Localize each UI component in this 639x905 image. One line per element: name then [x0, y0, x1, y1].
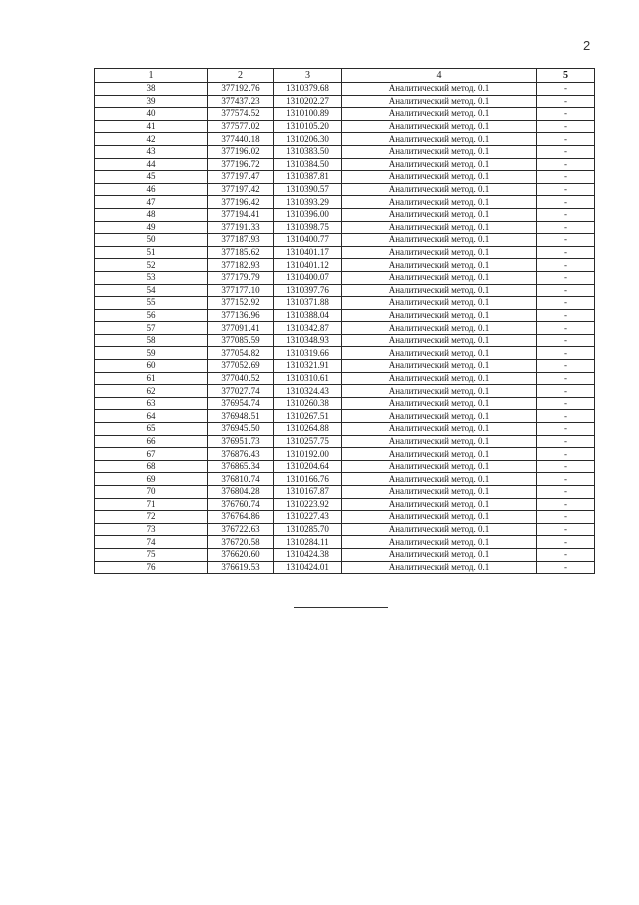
- cell-x-coordinate: 377185.62: [208, 246, 274, 259]
- cell-note: -: [537, 271, 595, 284]
- cell-point-number: 74: [95, 536, 208, 549]
- table-row: [95, 120, 595, 133]
- table-row: [95, 435, 595, 448]
- cell-y-coordinate: 1310401.12: [274, 259, 342, 272]
- cell-y-coordinate: 1310401.17: [274, 246, 342, 259]
- cell-method: Аналитический метод. 0.1: [342, 120, 537, 133]
- header-col-1: 1: [95, 69, 208, 83]
- table-row: [95, 221, 595, 234]
- table-row: [95, 284, 595, 297]
- cell-x-coordinate: 376810.74: [208, 473, 274, 486]
- cell-note: -: [537, 196, 595, 209]
- footer-divider: [294, 607, 388, 608]
- cell-y-coordinate: 1310202.27: [274, 95, 342, 108]
- cell-point-number: 43: [95, 145, 208, 158]
- cell-note: -: [537, 473, 595, 486]
- table-row: [95, 523, 595, 536]
- cell-note: -: [537, 133, 595, 146]
- cell-y-coordinate: 1310284.11: [274, 536, 342, 549]
- cell-note: -: [537, 108, 595, 121]
- page-number: 2: [583, 38, 591, 53]
- cell-x-coordinate: 377197.42: [208, 183, 274, 196]
- table-row: [95, 208, 595, 221]
- cell-point-number: 44: [95, 158, 208, 171]
- cell-y-coordinate: 1310324.43: [274, 385, 342, 398]
- cell-x-coordinate: 376876.43: [208, 448, 274, 461]
- cell-point-number: 41: [95, 120, 208, 133]
- cell-method: Аналитический метод. 0.1: [342, 246, 537, 259]
- cell-note: -: [537, 259, 595, 272]
- cell-method: Аналитический метод. 0.1: [342, 435, 537, 448]
- cell-note: -: [537, 385, 595, 398]
- cell-note: -: [537, 120, 595, 133]
- table-row: [95, 473, 595, 486]
- cell-x-coordinate: 376954.74: [208, 397, 274, 410]
- cell-note: -: [537, 435, 595, 448]
- cell-note: -: [537, 221, 595, 234]
- cell-x-coordinate: 377027.74: [208, 385, 274, 398]
- cell-y-coordinate: 1310397.76: [274, 284, 342, 297]
- cell-x-coordinate: 377091.41: [208, 322, 274, 335]
- header-col-2: 2: [208, 69, 274, 83]
- cell-method: Аналитический метод. 0.1: [342, 423, 537, 436]
- cell-note: -: [537, 297, 595, 310]
- cell-x-coordinate: 377136.96: [208, 309, 274, 322]
- cell-method: Аналитический метод. 0.1: [342, 561, 537, 574]
- cell-note: -: [537, 322, 595, 335]
- cell-x-coordinate: 377191.33: [208, 221, 274, 234]
- cell-method: Аналитический метод. 0.1: [342, 322, 537, 335]
- cell-x-coordinate: 377197.47: [208, 171, 274, 184]
- cell-y-coordinate: 1310260.38: [274, 397, 342, 410]
- table-row: [95, 511, 595, 524]
- cell-method: Аналитический метод. 0.1: [342, 171, 537, 184]
- cell-method: Аналитический метод. 0.1: [342, 108, 537, 121]
- cell-method: Аналитический метод. 0.1: [342, 498, 537, 511]
- cell-note: -: [537, 410, 595, 423]
- cell-x-coordinate: 377437.23: [208, 95, 274, 108]
- cell-y-coordinate: 1310264.88: [274, 423, 342, 436]
- cell-x-coordinate: 377040.52: [208, 372, 274, 385]
- cell-y-coordinate: 1310383.50: [274, 145, 342, 158]
- cell-x-coordinate: 377182.93: [208, 259, 274, 272]
- cell-point-number: 51: [95, 246, 208, 259]
- cell-x-coordinate: 377085.59: [208, 334, 274, 347]
- cell-point-number: 42: [95, 133, 208, 146]
- cell-x-coordinate: 377440.18: [208, 133, 274, 146]
- cell-point-number: 70: [95, 486, 208, 499]
- cell-y-coordinate: 1310398.75: [274, 221, 342, 234]
- cell-method: Аналитический метод. 0.1: [342, 347, 537, 360]
- cell-method: Аналитический метод. 0.1: [342, 284, 537, 297]
- table-header: [95, 69, 595, 83]
- cell-x-coordinate: 376619.53: [208, 561, 274, 574]
- cell-point-number: 45: [95, 171, 208, 184]
- cell-method: Аналитический метод. 0.1: [342, 523, 537, 536]
- cell-note: -: [537, 397, 595, 410]
- cell-method: Аналитический метод. 0.1: [342, 473, 537, 486]
- cell-point-number: 62: [95, 385, 208, 398]
- table-row: [95, 448, 595, 461]
- cell-note: -: [537, 95, 595, 108]
- cell-method: Аналитический метод. 0.1: [342, 385, 537, 398]
- cell-x-coordinate: 377196.02: [208, 145, 274, 158]
- table-row: [95, 385, 595, 398]
- cell-point-number: 60: [95, 360, 208, 373]
- cell-method: Аналитический метод. 0.1: [342, 133, 537, 146]
- table-row: [95, 360, 595, 373]
- cell-method: Аналитический метод. 0.1: [342, 548, 537, 561]
- table-row: [95, 536, 595, 549]
- cell-point-number: 50: [95, 234, 208, 247]
- cell-method: Аналитический метод. 0.1: [342, 158, 537, 171]
- header-col-4: 4: [342, 69, 537, 83]
- cell-y-coordinate: 1310342.87: [274, 322, 342, 335]
- cell-y-coordinate: 1310400.77: [274, 234, 342, 247]
- cell-y-coordinate: 1310379.68: [274, 83, 342, 96]
- cell-y-coordinate: 1310310.61: [274, 372, 342, 385]
- cell-y-coordinate: 1310192.00: [274, 448, 342, 461]
- cell-point-number: 39: [95, 95, 208, 108]
- cell-method: Аналитический метод. 0.1: [342, 410, 537, 423]
- cell-y-coordinate: 1310388.04: [274, 309, 342, 322]
- table-row: [95, 108, 595, 121]
- cell-note: -: [537, 83, 595, 96]
- cell-method: Аналитический метод. 0.1: [342, 234, 537, 247]
- cell-point-number: 73: [95, 523, 208, 536]
- cell-note: -: [537, 523, 595, 536]
- table-row: [95, 561, 595, 574]
- cell-note: -: [537, 360, 595, 373]
- cell-y-coordinate: 1310204.64: [274, 460, 342, 473]
- cell-note: -: [537, 460, 595, 473]
- table-row: [95, 133, 595, 146]
- cell-x-coordinate: 376720.58: [208, 536, 274, 549]
- cell-y-coordinate: 1310100.89: [274, 108, 342, 121]
- cell-note: -: [537, 234, 595, 247]
- cell-point-number: 56: [95, 309, 208, 322]
- table-row: [95, 498, 595, 511]
- cell-x-coordinate: 376620.60: [208, 548, 274, 561]
- cell-point-number: 71: [95, 498, 208, 511]
- cell-y-coordinate: 1310400.07: [274, 271, 342, 284]
- cell-note: -: [537, 347, 595, 360]
- cell-y-coordinate: 1310206.30: [274, 133, 342, 146]
- cell-method: Аналитический метод. 0.1: [342, 372, 537, 385]
- cell-note: -: [537, 448, 595, 461]
- cell-method: Аналитический метод. 0.1: [342, 448, 537, 461]
- cell-x-coordinate: 376804.28: [208, 486, 274, 499]
- cell-method: Аналитический метод. 0.1: [342, 221, 537, 234]
- cell-x-coordinate: 377052.69: [208, 360, 274, 373]
- table-row: [95, 196, 595, 209]
- table-row: [95, 423, 595, 436]
- cell-method: Аналитический метод. 0.1: [342, 183, 537, 196]
- cell-x-coordinate: 376945.50: [208, 423, 274, 436]
- table-row: [95, 246, 595, 259]
- cell-point-number: 46: [95, 183, 208, 196]
- table-row: [95, 95, 595, 108]
- table-row: [95, 297, 595, 310]
- cell-x-coordinate: 376948.51: [208, 410, 274, 423]
- cell-method: Аналитический метод. 0.1: [342, 360, 537, 373]
- cell-x-coordinate: 377574.52: [208, 108, 274, 121]
- cell-note: -: [537, 309, 595, 322]
- cell-y-coordinate: 1310285.70: [274, 523, 342, 536]
- cell-note: -: [537, 183, 595, 196]
- cell-note: -: [537, 498, 595, 511]
- cell-method: Аналитический метод. 0.1: [342, 95, 537, 108]
- cell-method: Аналитический метод. 0.1: [342, 309, 537, 322]
- cell-point-number: 59: [95, 347, 208, 360]
- cell-x-coordinate: 377196.42: [208, 196, 274, 209]
- cell-x-coordinate: 376951.73: [208, 435, 274, 448]
- cell-x-coordinate: 377192.76: [208, 83, 274, 96]
- cell-method: Аналитический метод. 0.1: [342, 83, 537, 96]
- header-col-5: 5: [537, 69, 595, 83]
- table-row: [95, 486, 595, 499]
- cell-point-number: 66: [95, 435, 208, 448]
- cell-x-coordinate: 377194.41: [208, 208, 274, 221]
- cell-point-number: 53: [95, 271, 208, 284]
- table-row: [95, 397, 595, 410]
- cell-point-number: 40: [95, 108, 208, 121]
- cell-y-coordinate: 1310267.51: [274, 410, 342, 423]
- cell-point-number: 47: [95, 196, 208, 209]
- cell-point-number: 61: [95, 372, 208, 385]
- cell-y-coordinate: 1310424.38: [274, 548, 342, 561]
- cell-y-coordinate: 1310390.57: [274, 183, 342, 196]
- cell-note: -: [537, 171, 595, 184]
- cell-method: Аналитический метод. 0.1: [342, 397, 537, 410]
- cell-x-coordinate: 377177.10: [208, 284, 274, 297]
- cell-x-coordinate: 377179.79: [208, 271, 274, 284]
- cell-point-number: 52: [95, 259, 208, 272]
- header-row: [95, 69, 595, 83]
- cell-method: Аналитический метод. 0.1: [342, 259, 537, 272]
- cell-x-coordinate: 376760.74: [208, 498, 274, 511]
- table-row: [95, 334, 595, 347]
- cell-point-number: 68: [95, 460, 208, 473]
- cell-point-number: 55: [95, 297, 208, 310]
- cell-y-coordinate: 1310105.20: [274, 120, 342, 133]
- cell-point-number: 67: [95, 448, 208, 461]
- table-row: [95, 171, 595, 184]
- cell-note: -: [537, 145, 595, 158]
- cell-note: -: [537, 334, 595, 347]
- cell-y-coordinate: 1310384.50: [274, 158, 342, 171]
- cell-method: Аналитический метод. 0.1: [342, 208, 537, 221]
- cell-point-number: 48: [95, 208, 208, 221]
- table-row: [95, 548, 595, 561]
- cell-x-coordinate: 377187.93: [208, 234, 274, 247]
- table-row: [95, 347, 595, 360]
- table-row: [95, 83, 595, 96]
- cell-y-coordinate: 1310371.88: [274, 297, 342, 310]
- table-row: [95, 234, 595, 247]
- table-row: [95, 271, 595, 284]
- cell-point-number: 38: [95, 83, 208, 96]
- cell-point-number: 65: [95, 423, 208, 436]
- cell-point-number: 49: [95, 221, 208, 234]
- cell-y-coordinate: 1310166.76: [274, 473, 342, 486]
- cell-point-number: 58: [95, 334, 208, 347]
- cell-x-coordinate: 377152.92: [208, 297, 274, 310]
- cell-note: -: [537, 284, 595, 297]
- cell-x-coordinate: 377054.82: [208, 347, 274, 360]
- cell-note: -: [537, 511, 595, 524]
- cell-method: Аналитический метод. 0.1: [342, 536, 537, 549]
- cell-method: Аналитический метод. 0.1: [342, 486, 537, 499]
- cell-method: Аналитический метод. 0.1: [342, 196, 537, 209]
- table-row: [95, 259, 595, 272]
- cell-note: -: [537, 372, 595, 385]
- coordinates-table: [94, 68, 595, 574]
- table-row: [95, 460, 595, 473]
- cell-y-coordinate: 1310393.29: [274, 196, 342, 209]
- cell-x-coordinate: 376722.63: [208, 523, 274, 536]
- cell-point-number: 54: [95, 284, 208, 297]
- table-body: [95, 83, 595, 574]
- cell-note: -: [537, 158, 595, 171]
- cell-note: -: [537, 423, 595, 436]
- cell-x-coordinate: 376764.86: [208, 511, 274, 524]
- cell-point-number: 76: [95, 561, 208, 574]
- cell-point-number: 57: [95, 322, 208, 335]
- cell-y-coordinate: 1310424.01: [274, 561, 342, 574]
- cell-y-coordinate: 1310257.75: [274, 435, 342, 448]
- table-row: [95, 145, 595, 158]
- cell-method: Аналитический метод. 0.1: [342, 271, 537, 284]
- cell-point-number: 75: [95, 548, 208, 561]
- cell-point-number: 63: [95, 397, 208, 410]
- cell-note: -: [537, 246, 595, 259]
- header-col-3: 3: [274, 69, 342, 83]
- cell-method: Аналитический метод. 0.1: [342, 334, 537, 347]
- cell-y-coordinate: 1310167.87: [274, 486, 342, 499]
- cell-y-coordinate: 1310387.81: [274, 171, 342, 184]
- table-row: [95, 309, 595, 322]
- table-row: [95, 372, 595, 385]
- cell-y-coordinate: 1310396.00: [274, 208, 342, 221]
- cell-note: -: [537, 536, 595, 549]
- cell-note: -: [537, 208, 595, 221]
- cell-point-number: 69: [95, 473, 208, 486]
- cell-note: -: [537, 548, 595, 561]
- cell-x-coordinate: 377196.72: [208, 158, 274, 171]
- cell-point-number: 72: [95, 511, 208, 524]
- table-row: [95, 410, 595, 423]
- cell-method: Аналитический метод. 0.1: [342, 511, 537, 524]
- cell-method: Аналитический метод. 0.1: [342, 145, 537, 158]
- table-row: [95, 322, 595, 335]
- table-row: [95, 158, 595, 171]
- table-row: [95, 183, 595, 196]
- cell-y-coordinate: 1310223.92: [274, 498, 342, 511]
- cell-x-coordinate: 376865.34: [208, 460, 274, 473]
- cell-method: Аналитический метод. 0.1: [342, 460, 537, 473]
- cell-note: -: [537, 561, 595, 574]
- cell-point-number: 64: [95, 410, 208, 423]
- cell-note: -: [537, 486, 595, 499]
- cell-y-coordinate: 1310319.66: [274, 347, 342, 360]
- cell-y-coordinate: 1310348.93: [274, 334, 342, 347]
- cell-y-coordinate: 1310321.91: [274, 360, 342, 373]
- cell-x-coordinate: 377577.02: [208, 120, 274, 133]
- cell-y-coordinate: 1310227.43: [274, 511, 342, 524]
- cell-method: Аналитический метод. 0.1: [342, 297, 537, 310]
